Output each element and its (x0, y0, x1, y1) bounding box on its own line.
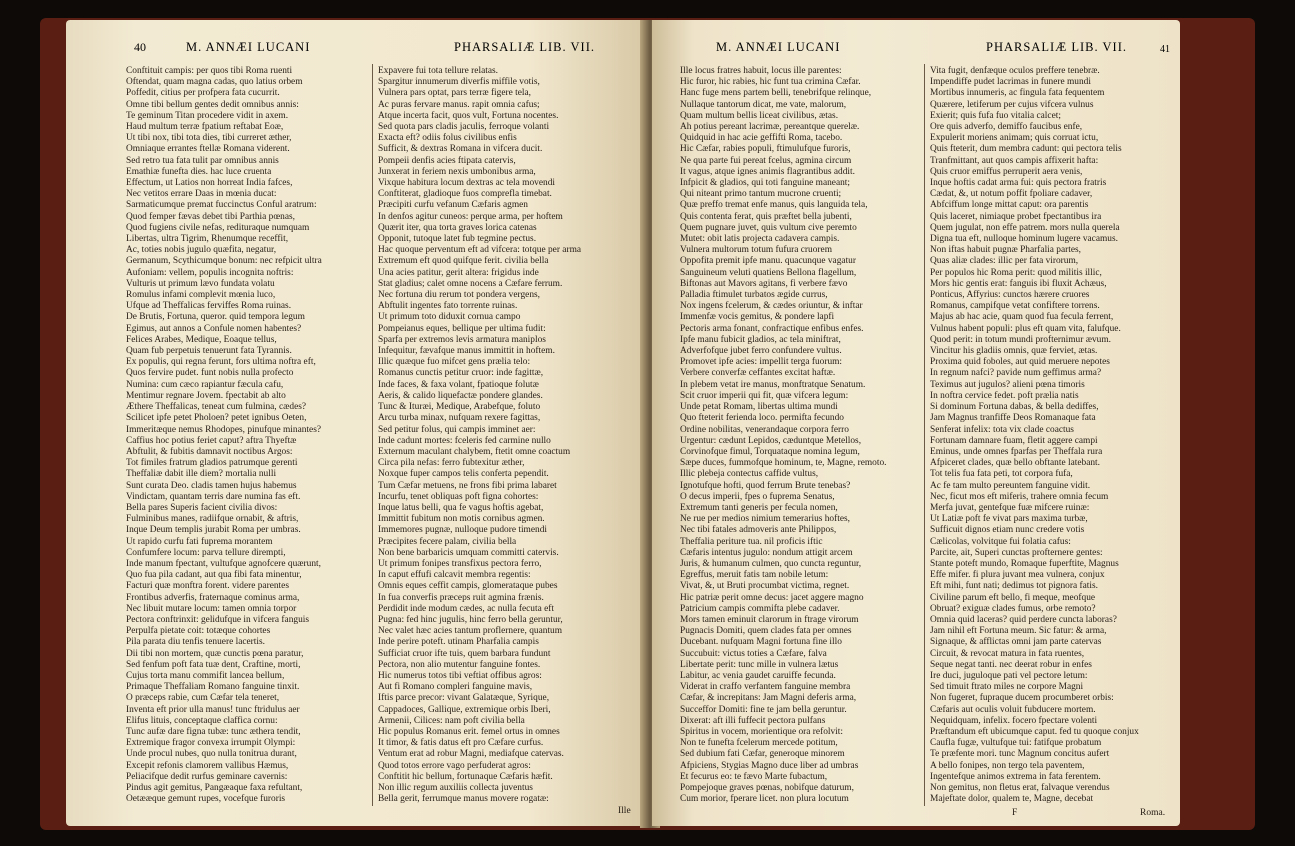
verse-line: Sufficiat cruor ifte tuis, quem barbara fundunt (378, 648, 551, 659)
verse-line: Quos fervire pudet. funt nobis nulla profecto (126, 368, 294, 379)
verse-line: Scit cruor imperii qui fit, quæ vifcera legum: (680, 390, 849, 401)
verse-line: Majeftate dolor, qualem te, Magne, decebat (930, 794, 1094, 805)
verse-line: Signaque, & afflictas omni jam parte catervas (930, 637, 1102, 648)
verse-line: Non te funefta fcelerum mercede potitum, (680, 738, 838, 749)
verse-line: Egimus, aut annos a Confule nomen habentes? (126, 323, 302, 334)
verse-line: Nec vetitos errare Daas in mœnia ducat: (126, 189, 277, 200)
page-number-right: 41 (1160, 44, 1170, 55)
verse-line: Incurfu, tenet obliquas poft figna cohortes: (378, 491, 539, 502)
verse-line: Merfa juvat, gentefque fuæ mifcere ruinæ: (930, 502, 1090, 513)
verse-line: Perpulfa pietate coit: totæque cohortes (126, 626, 271, 637)
verse-line: In denfos agitur cuneos: perque arma, per hoftem (378, 211, 563, 222)
verse-line: Civiline parum eft bello, fi meque, meofque (930, 592, 1096, 603)
verse-line: Pompejoque graves pœnas, nobifque daturum, (680, 783, 854, 793)
verse-line: Te præfente mori. tunc Magnum concitus aufert (930, 749, 1110, 760)
verse-line: Biftonas aut Mavors agitans, fi verbere fævo (680, 278, 848, 289)
verse-line: Tunc aufæ dare figna tubæ: tunc æthera tendit, (126, 726, 301, 737)
verse-line: Abftulit ingentes fato torrente ruinas. (378, 301, 518, 312)
verse-line: Seque negat tanti. nec deerat robur in enfes (930, 659, 1092, 670)
verse-line: Sarmaticumque premat fuccinctus Conful aratrum: (126, 200, 317, 211)
verse-line: Omnis eques ceffit campis, glomerataque pubes (378, 581, 558, 592)
verse-line: Juris, & humanum culmen, quo cuncta reguntur, (680, 558, 862, 569)
verse-line: Labitur, ac venia gaudet caruiffe fecunda. (680, 670, 836, 681)
verse-line: Quis fteterit, dum membra cadunt: qui pectora telis (930, 144, 1122, 155)
verse-line: Ducebant. nufquam Magni fortuna fine illo (680, 637, 842, 648)
verse-line: Ut primum toto diduxit cornua campo (378, 312, 521, 323)
verse-line: Te geminum Titan procedere vidit in axem. (126, 110, 289, 121)
verse-line: Præcipites fecere palam, civilia bella (378, 536, 517, 547)
verse-line: Nox ingens fcelerum, & cædes oriuntur, & inftar (680, 301, 863, 312)
verse-line: Sed petitur folus, qui campis imminet aer: (378, 424, 536, 435)
verse-line: In plebem vetat ire manus, monftratque Senatum. (680, 379, 866, 390)
verse-line: Cædat, &, ut notum poffit fpoliare cadaver, (930, 189, 1093, 200)
verse-line: Circuit, & revocat matura in fata ruentes, (930, 648, 1085, 659)
verse-line: Cæfaris aut oculis voluit fubducere mortem. (930, 704, 1096, 715)
verse-line: Proxima quid foboles, aut quid meruere nepotes (930, 357, 1110, 368)
verse-line: Jam Magnus tranfiffe Deos Romanaque fata (930, 413, 1096, 424)
catchword-left: Ille (618, 806, 631, 816)
verse-line: It vagus, atque ignes animis flagrantibus addit. (680, 166, 855, 177)
verse-line: Quo fua pila cadant, aut qua fibi fata minentur, (126, 570, 302, 581)
verse-line: In regnum nafci? pavide num geffimus arma? (930, 368, 1102, 379)
verse-line: Aeris, & calido liquefactæ pondere glandes. (378, 390, 543, 401)
verse-line: Quod totos errore vago perfuderat agros: (378, 760, 531, 771)
verse-line: De Brutis, Fortuna, queror. quid tempora legum (126, 312, 305, 323)
verse-line: Quidquid in hac acie geffifti Roma, tacebo. (680, 133, 843, 144)
verse-line: Externum maculant chalybem, ftetit omne coactum (378, 446, 571, 457)
verse-line: Illic plebeja contectus caffide vultus, (680, 469, 819, 480)
verse-line: Vulturis ut primum lævo fundata volatu (126, 278, 275, 289)
verse-line: Quam fub perpetuis tenuerunt fata Tyrannis. (126, 346, 292, 357)
verse-line: Inde cadunt mortes: fceleris fed carmine nullo (378, 435, 551, 446)
verse-line: Præcipiti curfu vefanum Cæfaris agmen (378, 200, 528, 211)
verse-line: Romanus cunctis petitur cruor: inde fagittæ, (378, 368, 544, 379)
verse-line: Immeritæque nemus Rhodopes, pinufque minantes? (126, 424, 322, 435)
verse-line: Hic furor, hic rabies, hic funt tua crimina Cæfar. (680, 77, 861, 88)
verse-line: Exacta eft? odiis folus civilibus enfis (378, 133, 517, 144)
verse-line: Teximus aut jugulos? alieni pœna timoris (930, 379, 1085, 390)
verse-line: Omne tibi bellum gentes dedit omnibus annis: (126, 99, 299, 110)
verse-line: Ac puras fervare manus. rapit omnia cafus; (378, 99, 540, 110)
verse-line: Aufoniam: vellem, populis incognita noftris: (126, 267, 294, 278)
verse-line: Unde procul nubes, quo nulla tonitrua durant, (126, 749, 297, 760)
verse-line: Si dominum Fortuna dabas, & bella dediffes, (930, 402, 1099, 413)
verse-line: Promovet ipfe acies: impellit terga fuorum: (680, 357, 843, 368)
verse-line: Omnia quid laceras? quid perdere cuncta laboras? (930, 614, 1117, 625)
verse-line: Romanus, campifque vetat confiftere torrens. (930, 301, 1100, 312)
verse-line: Emathiæ funefta dies. hac luce cruenta (126, 166, 272, 177)
verse-line: Iftis parce precor: vivant Galatæque, Syrique, (378, 693, 550, 704)
column-rule (372, 64, 373, 806)
verse-line: Non bene barbaricis umquam committi catervis. (378, 547, 559, 558)
verse-line: Quo fteterit ferienda loco. permifta fecundo (680, 413, 844, 424)
verse-line: Extremique fragor convexa irrumpit Olympi: (126, 738, 296, 749)
verse-line: Inque hoftis cadat arma fui: quis pectora fratris (930, 178, 1107, 189)
verse-line: Succeffor Domiti: fine te jam bella geruntur. (680, 704, 847, 715)
verse-line: Conftitit hic bellum, fortunaque Cæfaris hæfit. (378, 771, 553, 782)
verse-line: Caffius hoc potius feriet caput? aftra Thyeftæ (126, 435, 297, 446)
verse-line: Egreffus, meruit fatis tam nobile letum: (680, 570, 829, 581)
verse-line: Facturi quæ monftra forent. videre parentes (126, 581, 289, 592)
verse-line: Ut tibi nox, tibi tota dies, tibi curreret æther, (126, 133, 292, 144)
verse-line: Quis contenta ferat, quis præftet bella jubenti, (680, 211, 852, 222)
verse-line: Non illic regum auxiliis collecta juventus (378, 783, 533, 793)
right-page (652, 20, 1180, 826)
verse-line: Quod perit: in totum mundi profternimur ævum. (930, 334, 1111, 345)
verse-line: Ingentefque animos extrema in fata ferentem. (930, 771, 1101, 782)
catchword-right: Roma. (1140, 808, 1166, 818)
verse-line: Præftandum eft ubicumque caput. fed tu quoque conjux (930, 726, 1139, 737)
verse-line: Poffedit, citius per profpera fata cucurrit. (126, 88, 280, 99)
verse-line: Eminus, unde omnes fparfas per Theffala rura (930, 446, 1103, 457)
verse-line: Peliacifque dedit rurfus geminare cavernis: (126, 771, 288, 782)
verse-line: Inque latus belli, qua fe vagus hoftis agebat, (378, 502, 544, 513)
verse-line: Pompeianus eques, bellique per ultima fudit: (378, 323, 546, 334)
verse-line: Theffaliæ dabit ille diem? mortalia nulli (126, 469, 277, 480)
verse-line: Nec, ficut mos eft miferis, trahere omnia fecum (930, 491, 1109, 502)
verse-line: Dii tibi non mortem, quæ cunctis pœna paratur, (126, 648, 304, 659)
verse-line: Cum morior, fperare licet. non plura locutum (680, 794, 849, 805)
left-page-column-1 (126, 66, 366, 805)
verse-line: Libertas, ultra Tigrim, Rhenumque receffit, (126, 234, 289, 245)
verse-line: Non fugeret, fupraque ducem procumberet orbis: (930, 693, 1114, 704)
verse-line: Sufficit, & dextras Romana in vifcera ducit. (378, 144, 543, 155)
verse-line: Hic numerus totos tibi veftiat offibus agros: (378, 670, 542, 681)
verse-line: Succubuit: victus toties a Cæfare, falva (680, 648, 827, 659)
verse-line: Sunt curata Deo. cladis tamen hujus habemus (126, 480, 297, 491)
verse-line: Pila parata diu tenfis tenuere lacertis. (126, 637, 266, 648)
verse-line: Opponit, tutoque latet fub tegmine pectus. (378, 234, 537, 245)
verse-line: Confumfere locum: parva tellure dirempti, (126, 547, 286, 558)
verse-line: Immenfæ vocis gemitus, & pondere lapfi (680, 312, 835, 323)
right-page-column-2 (930, 66, 1176, 805)
verse-line: Mentimur regnare Jovem. fpectabit ab alto (126, 390, 286, 401)
verse-line: Afpiceret clades, quæ bello obftante latebant. (930, 458, 1100, 469)
verse-line: Una acies patitur, gerit altera: frigidus inde (378, 267, 539, 278)
verse-line: Hic Cæfar, rabies populi, ftimulufque furoris, (680, 144, 851, 155)
verse-line: Caufla fugæ, vultufque tui: fatifque probatum (930, 738, 1102, 749)
verse-line: Expulerit moriens animam; quis corruat ictu, (930, 133, 1099, 144)
verse-line: Ore quis adverfo, demiffo faucibus enfe, (930, 122, 1083, 133)
verse-line: Nec tibi fatales admoveris ante Philippos, (680, 525, 837, 536)
verse-line: Immemores pugnæ, nulloque pudore timendi (378, 525, 547, 536)
verse-line: Ah potius pereant lacrimæ, pereantque querelæ. (680, 122, 860, 133)
verse-line: Vindictam, quantam terris dare numina fas eft. (126, 491, 301, 502)
verse-line: Inde faces, & faxa volant, fpatioque folutæ (378, 379, 539, 390)
verse-line: Romulus infami complevit mœnia luco, (126, 290, 276, 301)
verse-line: Senferat infelix: tota vix clade coactus (930, 424, 1074, 435)
verse-line: Cælicolas, volvitque fui folatia cafus: (930, 536, 1071, 547)
verse-line: Infequitur, fævafque manus immittit in hoftem. (378, 346, 555, 357)
verse-line: Libertate perit: tunc mille in vulnera lætus (680, 659, 839, 670)
verse-line: Majus ab hac acie, quam quod fua fecula ferrent, (930, 312, 1114, 323)
verse-line: Oetææque gemunt rupes, vocefque furoris (126, 794, 286, 805)
verse-line: Germanum, Scythicumque bonum: nec refpicit ultra (126, 256, 322, 267)
verse-line: Sed fenfum poft fata tuæ dent, Craftine, morti, (126, 659, 301, 670)
verse-line: Felices Arabes, Medique, Eoaque tellus, (126, 334, 277, 345)
verse-line: Ut rapido curfu fati fuprema morantem (126, 536, 273, 547)
verse-line: Inde perire poteft. utinam Pharfalia campis (378, 637, 539, 648)
verse-line: Inque Deum templis jurabit Roma per umbras. (126, 525, 301, 536)
verse-line: Sed dubium fati Cæfar, generoque minorem (680, 749, 845, 760)
verse-line: Ponticus, Affyrius: cunctos hærere cruores (930, 290, 1090, 301)
verse-line: Parcite, ait, Superi cunctas profternere gentes: (930, 547, 1103, 558)
verse-line: Extremum tanti generis per fecula nomen, (680, 502, 838, 513)
verse-line: Bella gerit, ferrumque manus movere rogatæ: (378, 794, 549, 805)
verse-line: Unde petat Romam, libertas ultima mundi (680, 402, 838, 413)
verse-line: Fulminibus manes, radiifque ornabit, & aftris, (126, 514, 299, 525)
verse-line: Mors hic gentis erat: fanguis ibi fluxit Achæus, (930, 278, 1107, 289)
verse-line: Corvinofque fimul, Torquataque nomina legum, (680, 446, 860, 457)
verse-line: Vincitur his gladiis omnis, quæ ferviet, ætas. (930, 346, 1098, 357)
verse-line: O præceps rabie, cum Cæfar tela teneret, (126, 693, 280, 704)
verse-line: Sed timuit ftrato miles ne corpore Magni (930, 682, 1084, 693)
verse-line: Vivat, &, ut Bruti procumbat victima, regnet. (680, 581, 850, 592)
verse-line: Abftulit, & fubitis damnavit noctibus Argos: (126, 446, 293, 457)
verse-line: O decus imperii, fpes o fuprema Senatus, (680, 491, 835, 502)
verse-line: Armenii, Cilices: nam poft civilia bella (378, 715, 525, 726)
verse-line: In fua converfis præceps ruit agmina frænis. (378, 592, 544, 603)
verse-line: Frontibus adverfis, fraternaque cominus arma, (126, 592, 300, 603)
running-head-right-page-left: M. ANNÆI LUCANI (716, 40, 841, 54)
verse-line: Ex populis, qui regna ferunt, fors ultima noftra eft, (126, 357, 316, 368)
left-page (66, 20, 644, 826)
verse-line: Ut Latiæ poft fe vivat pars maxima turbæ, (930, 514, 1088, 525)
verse-line: Nec valet hæc acies tantum proflernere, quantum (378, 626, 563, 637)
verse-line: Arcu turba minax, nufquam rexere fagittas, (378, 413, 541, 424)
verse-line: Pugnacis Domiti, quem clades fata per omnes (680, 626, 852, 637)
verse-line: Sparfa per extremos levis armatura maniplos (378, 334, 546, 345)
verse-line: Cujus torta manu commifit lancea bellum, (126, 670, 285, 681)
verse-line: Afpiciens, Stygias Magno duce liber ad umbras (680, 760, 859, 771)
verse-line: Quem pugnare juvet, quis vultum cive peremto (680, 222, 857, 233)
verse-line: Per populos hic Roma perit: quod militis illic, (930, 267, 1102, 278)
verse-line: Dixerat: aft illi fuffecit pectora pulfans (680, 715, 826, 726)
verse-line: Quam multum bellis liceat civilibus, ætas. (680, 110, 839, 121)
verse-line: Exierit; quis fufa fuo vitalia calcet; (930, 110, 1061, 121)
verse-line: Pectora conftrinxit: gelidufque in vifcera fanguis (126, 614, 310, 625)
verse-line: Quærit iter, qua torta graves lorica catenas (378, 222, 537, 233)
verse-line: Æthere Theffalicas, teneat cum fulmina, cædes? (126, 402, 307, 413)
verse-line: Omniaque errantes ftellæ Romana viderent. (126, 144, 290, 155)
verse-line: Viderat in craffo verfantem fanguine membra (680, 682, 851, 693)
verse-line: Stat gladius; calet omne nocens a Cæfare ferrum. (378, 278, 563, 289)
verse-line: Infpicit & gladios, qui toti fanguine maneant; (680, 178, 851, 189)
verse-line: Ne rue per medios nimium temerarius hoftes, (680, 514, 851, 525)
verse-line: Sæpe duces, fummofque hominum, te, Magne, remoto. (680, 458, 887, 469)
verse-line: Immittit fubitum non motis cornibus agmen. (378, 514, 545, 525)
verse-line: Ordine nobilitas, venerandaque corpora ferro (680, 424, 849, 435)
verse-line: Verbere converfæ ceffantes excitat haftæ. (680, 368, 836, 379)
verse-line: Cappadoces, Gallique, extremique orbis Iberi, (378, 704, 551, 715)
verse-line: Ire duci, juguloque pati vel pectore letum: (930, 670, 1088, 681)
running-head-left: M. ANNÆI LUCANI (186, 40, 311, 54)
verse-line: Ac fe tam multo pereuntem fanguine vidit. (930, 480, 1091, 491)
verse-line: Obruat? exiguæ clades fumus, orbe remoto? (930, 603, 1096, 614)
verse-line: Nec libuit mutare locum: tamen omnia torpor (126, 603, 297, 614)
verse-line: Quas aliæ clades: illic per fata virorum, (930, 256, 1079, 267)
verse-line: Fortunam damnare fuam, fletit aggere campi (930, 435, 1098, 446)
verse-line: Noxque fuper campos telis conferta pependit. (378, 469, 549, 480)
verse-line: Adverfofque jubet ferro confundere vultus. (680, 346, 842, 357)
verse-line: Spargitur innumerum diverfis miffile votis, (378, 77, 540, 88)
verse-line: Jam nihil eft Fortuna meum. Sic fatur: & arma, (930, 626, 1107, 637)
verse-line: Impendiffe pudet lacrimas in funere mundi (930, 77, 1091, 88)
verse-line: Hic patriæ perit omne decus: jacet aggere magno (680, 592, 864, 603)
verse-line: Nequidquam, infelix. focero fpectare volenti (930, 715, 1098, 726)
verse-line: Urgentur: cædunt Lepidos, cæduntque Metellos, (680, 435, 862, 446)
verse-line: Hac quoque perventum eft ad vifcera: totque per arma (378, 245, 582, 256)
verse-line: Sufficuit dignos etiam nunc credere votis (930, 525, 1085, 536)
running-head-right: PHARSALIÆ LIB. VII. (986, 40, 1127, 54)
verse-line: Cæfaris intentus jugulo: nondum attigit arcem (680, 547, 853, 558)
verse-line: Quod femper fævas debet tibi Parthia pœnas, (126, 211, 295, 222)
verse-line: Excepit refonis clamorem vallibus Hæmus, (126, 760, 289, 771)
verse-line: Sed retro tua fata tulit par omnibus annis (126, 155, 279, 166)
verse-line: Conftituit campis: per quos tibi Roma ruenti (126, 66, 293, 76)
verse-line: Junxerat in feriem nexis umbonibus arma, (378, 166, 536, 177)
verse-line: Conftiterat, gladioque fuos comprefla timebat. (378, 189, 552, 200)
verse-line: Tunc & Ituræi, Medique, Arabefque, foluto (378, 402, 541, 413)
verse-line: Circa pila nefas: ferro fubtexitur æther, (378, 458, 525, 469)
verse-line: Scilicet ipfe petet Pholoen? petet ignibus Oeten, (126, 413, 307, 424)
verse-line: Extremum eft quod quifque ferit. civilia bella (378, 256, 549, 267)
verse-line: Oppofita premit ipfe manu. quacunque vagatur (680, 256, 856, 267)
verse-line: Vulnera multorum totum fufura cruorem (680, 245, 832, 256)
verse-line: Elifus lituis, conceptaque claffica cornu: (126, 715, 278, 726)
page-number-left: 40 (134, 40, 146, 54)
verse-line: Non iftas habuit pugnæ Pharfalia partes, (930, 245, 1082, 256)
verse-line: A bello fonipes, non tergo tela paventem, (930, 760, 1085, 771)
verse-line: Numina: cum cæco rapiantur fæcula cafu, (126, 379, 284, 390)
verse-line: Hic populus Romanus erit. femel ortus in omnes (378, 726, 560, 737)
verse-line: Vulnera pars optat, pars terræ figere tela, (378, 88, 532, 99)
verse-line: Oftendat, quam magna cadas, quo latius orbem (126, 77, 303, 88)
verse-line: Eft mihi, funt nati; dedimus tot pignora fatis. (930, 581, 1098, 592)
verse-line: Vita fugit, denfæque oculos preffere tenebræ. (930, 66, 1100, 76)
verse-line: Effectum, ut Latios non horreat India fafces, (126, 178, 293, 189)
verse-line: Quem jugulat, non effe patrem. mors nulla querela (930, 222, 1120, 233)
verse-line: Aut fi Romano compleri fanguine mavis, (378, 682, 533, 693)
verse-line: Tot telis fua fata peti, tot corpora fufa, (930, 469, 1073, 480)
verse-line: Mors tamen eminuit clarorum in ftrage virorum (680, 614, 859, 625)
verse-line: Expavere fui tota tellure relatas. (378, 66, 498, 76)
verse-line: Tum Cæfar metuens, ne frons fibi prima labaret (378, 480, 557, 491)
verse-line: Nec fortuna diu rerum tot pondera vergens, (378, 290, 541, 301)
verse-line: Digna tua eft, nulloque hominum lugere vacamus. (930, 234, 1118, 245)
verse-line: Ventum erat ad robur Magni, mediafque catervas. (378, 749, 564, 760)
right-page-column-1 (680, 66, 920, 805)
verse-line: Quærere, letiferum per cujus vifcera vulnus (930, 99, 1094, 110)
verse-line: Quis laceret, nimiaque probet fpectantibus ira (930, 211, 1102, 222)
verse-line: Cæfar, & increpitans: Jam Magni deferis arma, (680, 693, 857, 704)
verse-line: In caput effufi calcavit membra regentis: (378, 570, 531, 581)
verse-line: Effe mifer. fi plura juvant mea vulnera, conjux (930, 570, 1105, 581)
verse-line: Pindus agit gemitus, Pangæaque faxa refultant, (126, 783, 303, 793)
verse-line: Vixque habitura locum dextras ac tela movendi (378, 178, 555, 189)
verse-line: Qui niteant primo tantum mucrone cruenti; (680, 189, 842, 200)
verse-line: Primaque Theffaliam Romano fanguine tinxit. (126, 682, 300, 693)
verse-line: Tranfmittant, aut quos campis affixerit hafta: (930, 155, 1099, 166)
verse-line: Quis cruor emiffus perruperit aera venis, (930, 166, 1083, 177)
verse-line: Inde manum fpectant, vultufque agnofcere quærunt, (126, 558, 321, 569)
verse-line: Illic quæque fuo mifcet gens prælia telo: (378, 357, 531, 368)
column-rule-right (924, 64, 925, 806)
verse-line: Theffalia periture tua. nil proficis iftic (680, 536, 823, 547)
verse-line: Ille locus fratres habuit, locus ille parentes: (680, 66, 842, 76)
verse-line: Mutet: obit latis projecta cadavera campis. (680, 234, 840, 245)
verse-line: It timor, & fatis datus eft pro Cæfare curfus. (378, 738, 544, 749)
verse-line: Mortibus innumeris, ac fingula fata fequentem (930, 88, 1105, 99)
verse-line: Stante poteft mundo, Romaque fuperftite, Magnus (930, 558, 1119, 569)
verse-line: Quod fugiens civile nefas, redituraque numquam (126, 222, 310, 233)
verse-line: Vulnus habent populi: plus eft quam vita, falufque. (930, 323, 1121, 334)
signature-mark: F (1012, 808, 1018, 818)
verse-line: Ufque ad Theffalicas ferviffes Roma ruinas. (126, 301, 292, 312)
verse-line: Inventa eft prior ulla manus! tunc ftridulus aer (126, 704, 300, 715)
verse-line: Quæ preffo tremat enfe manus, quis languida tela, (680, 200, 868, 211)
verse-line: Ut primum fonipes transfixus pectora ferro, (378, 558, 542, 569)
verse-line: In noftra cervice fedet. poft prælia natis (930, 390, 1079, 401)
verse-line: Nullaque tantorum dicat, me vate, malorum, (680, 99, 847, 110)
verse-line: Pompeii denfis acies ftipata catervis, (378, 155, 516, 166)
verse-line: Spiritus in vocem, morientique ora refolvit: (680, 726, 843, 737)
verse-line: Palladia ftimulet turbatos ægide currus, (680, 290, 828, 301)
running-head-left-page-right: PHARSALIÆ LIB. VII. (454, 40, 595, 54)
verse-line: Atque incerta facit, quos vult, Fortuna nocentes. (378, 110, 559, 121)
verse-line: Sanguineum veluti quatiens Bellona flagellum, (680, 267, 857, 278)
verse-line: Ignotufque hofti, quod ferrum Brute tenebas? (680, 480, 851, 491)
verse-line: Abfciffum longe mittat caput: ora parentis (930, 200, 1089, 211)
verse-line: Non gemitus, non fletus erat, falvaque verendus (930, 783, 1110, 793)
verse-line: Et fecurus eo: te fævo Marte fubactum, (680, 771, 828, 782)
verse-line: Pugna: fed hinc jugulis, hinc ferro bella geruntur, (378, 614, 563, 625)
verse-line: Bella pares Superis facient civilia divos: (126, 502, 278, 513)
verse-line: Tot fimiles fratrum gladios patrumque gerenti (126, 458, 298, 469)
verse-line: Ipfe manu fubicit gladios, ac tela miniftrat, (680, 334, 841, 345)
verse-line: Pectoris arma fonant, confractique enfibus enfes. (680, 323, 864, 334)
verse-line: Hanc fuge mens partem belli, tenebrifque relinque, (680, 88, 872, 99)
verse-line: Ac, toties nobis jugulo quæfita, negatur, (126, 245, 277, 256)
verse-line: Patricium campis commifta plebe cadaver. (680, 603, 840, 614)
verse-line: Pectora, non alio mutentur fanguine fontes. (378, 659, 541, 670)
verse-line: Perdidit inde modum cædes, ac nulla fecuta eft (378, 603, 554, 614)
verse-line: Sed quota pars cladis jaculis, ferroque volanti (378, 122, 550, 133)
verse-line: Ne qua parte fui pereat fcelus, agmina circum (680, 155, 852, 166)
left-page-column-2 (378, 66, 634, 805)
verse-line: Haud multum terræ fpatium reftabat Eoæ, (126, 122, 284, 133)
